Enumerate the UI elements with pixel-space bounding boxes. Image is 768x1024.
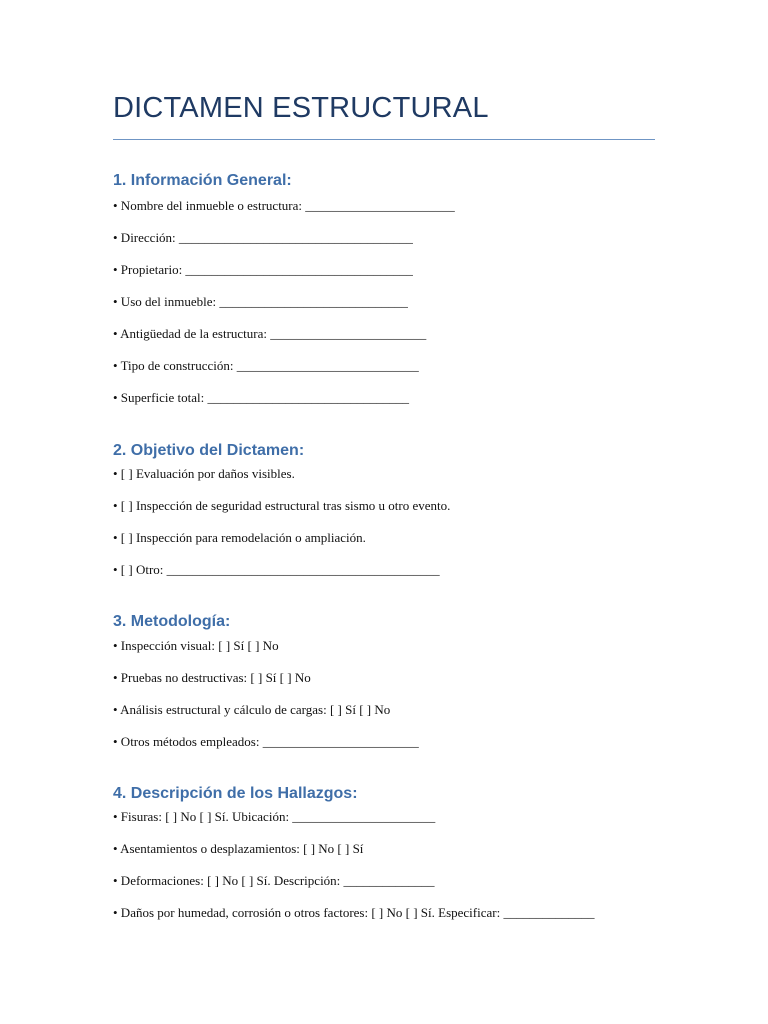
method-inspeccion-visual: • Inspección visual: [ ] Sí [ ] No [113, 638, 279, 653]
field-propietario: • Propietario: ___________________________________ [113, 262, 413, 277]
field-antiguedad: • Antigüedad de la estructura: ________________________ [113, 326, 427, 341]
option-inspeccion-sismo: • [ ] Inspección de seguridad estructural tras sismo u otro evento. [113, 498, 451, 513]
section-heading-informacion-general: 1. Información General: [113, 172, 292, 189]
field-uso-inmueble: • Uso del inmueble: _____________________________ [113, 294, 408, 309]
title-divider [113, 139, 655, 140]
field-superficie-total: • Superficie total: _______________________________ [113, 390, 409, 405]
field-tipo-construccion: • Tipo de construcción: ____________________________ [113, 358, 419, 373]
finding-asentamientos: • Asentamientos o desplazamientos: [ ] No [ ] Sí [113, 841, 364, 856]
document-title: DICTAMEN ESTRUCTURAL [113, 92, 489, 124]
section-heading-metodologia: 3. Metodología: [113, 613, 231, 630]
finding-fisuras: • Fisuras: [ ] No [ ] Sí. Ubicación: ______________________ [113, 809, 436, 824]
section-heading-hallazgos: 4. Descripción de los Hallazgos: [113, 785, 358, 802]
finding-deformaciones: • Deformaciones: [ ] No [ ] Sí. Descripción: ______________ [113, 873, 435, 888]
option-remodelacion: • [ ] Inspección para remodelación o ampliación. [113, 530, 366, 545]
method-analisis-estructural: • Análisis estructural y cálculo de cargas: [ ] Sí [ ] No [113, 702, 391, 717]
field-nombre-inmueble: • Nombre del inmueble o estructura: _______________________ [113, 198, 455, 213]
method-otros: • Otros métodos empleados: ________________________ [113, 734, 419, 749]
finding-danos-humedad: • Daños por humedad, corrosión o otros factores: [ ] No [ ] Sí. Especificar: ______________ [113, 905, 595, 920]
method-pruebas-no-destructivas: • Pruebas no destructivas: [ ] Sí [ ] No [113, 670, 311, 685]
option-danos-visibles: • [ ] Evaluación por daños visibles. [113, 466, 295, 481]
section-heading-objetivo: 2. Objetivo del Dictamen: [113, 442, 305, 459]
field-direccion: • Dirección: ____________________________________ [113, 230, 413, 245]
option-otro: • [ ] Otro: __________________________________________ [113, 562, 440, 577]
